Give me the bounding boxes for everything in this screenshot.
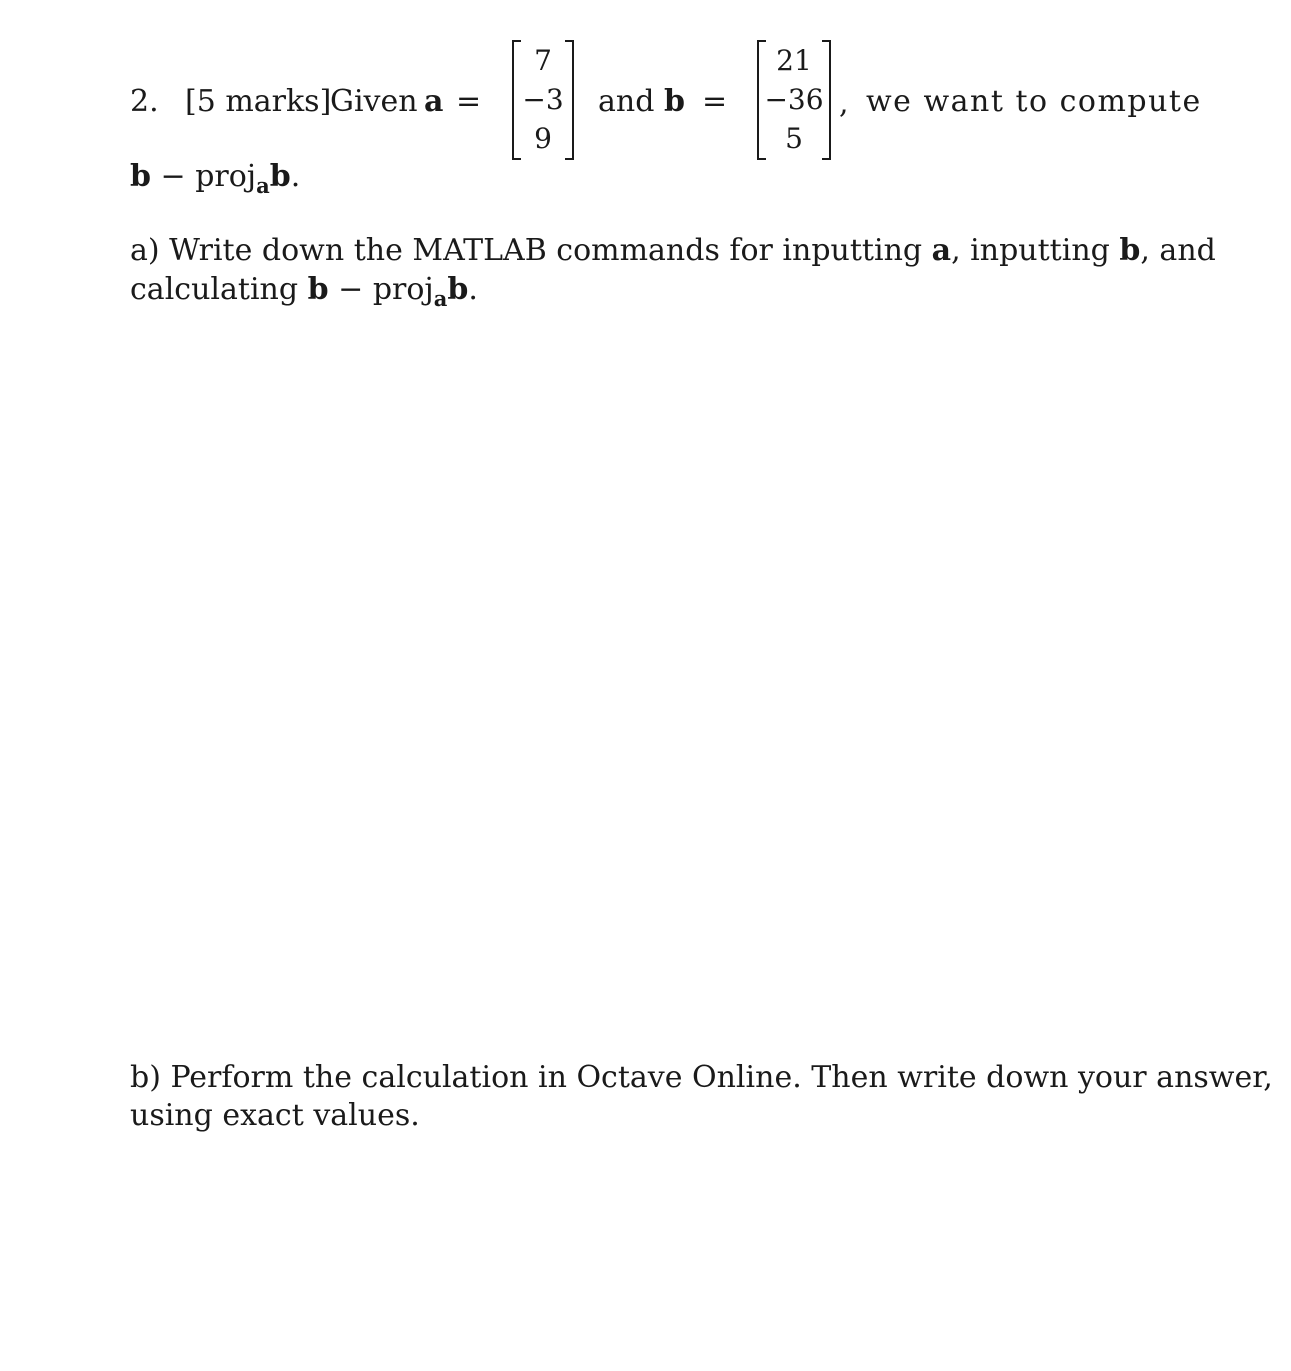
vector-a-symbol: a <box>424 84 444 119</box>
target-expression <box>130 158 300 198</box>
vector-a-entry: 7 <box>534 44 552 77</box>
expr-b: b <box>130 159 151 194</box>
part-a-bold-b: b <box>1119 233 1141 268</box>
expr-proj: proj <box>195 159 257 194</box>
part-a-expr-b: b <box>307 272 329 307</box>
part-a-line-2 <box>130 271 478 311</box>
part-a-text: a) Write down the MATLAB commands for inputting <box>130 233 932 268</box>
part-b-line-1: b) Perform the calculation in Octave Online. Then write down your answer, <box>130 1060 1273 1095</box>
question-number: 2. <box>130 84 159 119</box>
part-a-text: , and <box>1140 233 1216 268</box>
vector-a-entry: 9 <box>534 122 552 155</box>
expr-period: . <box>290 159 301 194</box>
vector-a-entry: −3 <box>522 83 564 116</box>
lead-out-text: we want to compute <box>866 84 1202 119</box>
part-a-expr-subscript: a <box>433 286 448 311</box>
part-a-expr-minus: − <box>328 272 373 307</box>
vector-b-entry: −36 <box>764 83 824 116</box>
vector-b-entry: 21 <box>776 44 812 77</box>
part-a-expr-proj: proj <box>372 272 434 307</box>
part-a-expr-b2: b <box>447 272 469 307</box>
part-a-text: calculating <box>130 272 308 307</box>
part-b-line-2: using exact values. <box>130 1098 420 1133</box>
equals-sign: = <box>702 84 728 119</box>
part-a-bold-a: a <box>931 233 952 268</box>
expr-minus: − <box>150 159 196 194</box>
vector-b-entry: 5 <box>785 122 803 155</box>
equals-sign: = <box>456 84 482 119</box>
question-statement <box>130 40 1202 164</box>
vector-a-matrix <box>512 40 574 160</box>
marks-label: [5 marks] <box>185 84 332 119</box>
and-word: and <box>598 84 655 119</box>
comma: , <box>839 86 849 121</box>
vector-b-matrix <box>757 40 831 160</box>
part-a-period: . <box>468 272 478 307</box>
expr-b2: b <box>269 159 291 194</box>
part-a-line-1 <box>130 232 1216 270</box>
given-word: Given <box>330 84 418 119</box>
expr-proj-subscript: a <box>256 173 270 198</box>
vector-b-symbol: b <box>664 84 685 119</box>
part-a-text: , inputting <box>951 233 1120 268</box>
